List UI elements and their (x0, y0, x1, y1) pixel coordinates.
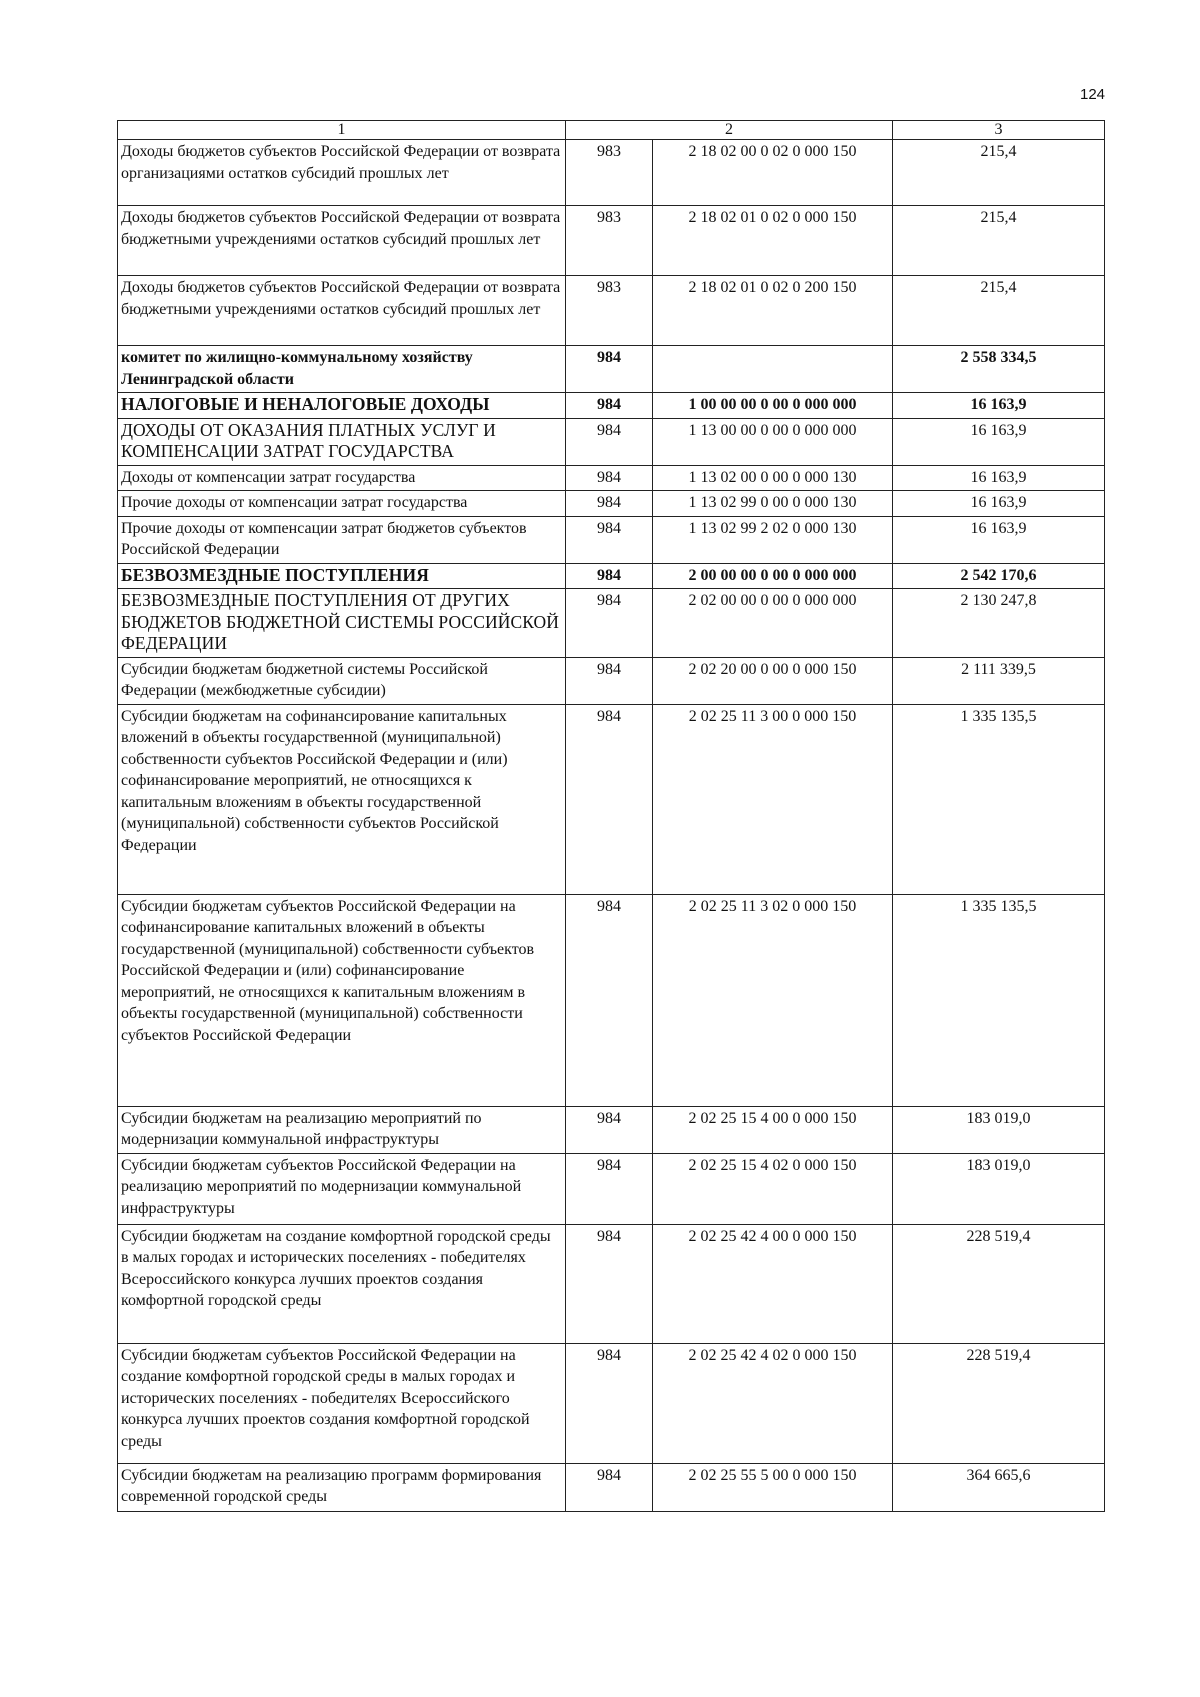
row-amount: 228 519,4 (893, 1224, 1105, 1343)
row-amount: 364 665,6 (893, 1463, 1105, 1511)
header-col-3: 3 (893, 121, 1105, 140)
row-admin-code: 984 (566, 563, 653, 589)
row-budget-code: 2 02 25 11 3 02 0 000 150 (653, 894, 893, 1106)
row-budget-code (653, 346, 893, 393)
row-name: Доходы бюджетов субъектов Российской Федерации от возврата бюджетными учреждениями остатков субсидий прошлых лет (118, 206, 566, 276)
row-admin-code: 984 (566, 704, 653, 894)
row-amount: 215,4 (893, 276, 1105, 346)
table-row (118, 1153, 1105, 1224)
row-admin-code: 984 (566, 346, 653, 393)
row-amount: 16 163,9 (893, 465, 1105, 491)
table-row (118, 418, 1105, 465)
row-budget-code: 2 02 00 00 0 00 0 000 000 (653, 589, 893, 658)
table-row (118, 1224, 1105, 1343)
row-amount: 183 019,0 (893, 1153, 1105, 1224)
row-admin-code: 984 (566, 1106, 653, 1153)
row-budget-code: 2 02 20 00 0 00 0 000 150 (653, 657, 893, 704)
row-budget-code: 2 02 25 15 4 00 0 000 150 (653, 1106, 893, 1153)
header-col-1: 1 (118, 121, 566, 140)
row-name: комитет по жилищно-коммунальному хозяйству Ленинградской области (118, 346, 566, 393)
row-budget-code: 2 02 25 42 4 02 0 000 150 (653, 1343, 893, 1463)
row-name: Субсидии бюджетам субъектов Российской Федерации на софинансирование капитальных вложений в объекты государственной (муниципальной) собственности субъектов Российской Федерации и (или) софинансирование мероприятий, не относящихся к капитальным вложениям в объекты государственной (муниципальной) собственности субъектов Российской Федерации (118, 894, 566, 1106)
row-budget-code: 1 13 00 00 0 00 0 000 000 (653, 418, 893, 465)
row-budget-code: 2 02 25 42 4 00 0 000 150 (653, 1224, 893, 1343)
row-admin-code: 983 (566, 140, 653, 206)
table-row (118, 704, 1105, 894)
row-name: Доходы бюджетов субъектов Российской Федерации от возврата организациями остатков субсидий прошлых лет (118, 140, 566, 206)
row-amount: 1 335 135,5 (893, 704, 1105, 894)
row-budget-code: 2 18 02 00 0 02 0 000 150 (653, 140, 893, 206)
table-row (118, 563, 1105, 589)
table-row (118, 589, 1105, 658)
row-name: Субсидии бюджетам субъектов Российской Федерации на создание комфортной городской среды в малых городах и исторических поселениях - победителях Всероссийского конкурса лучших проектов создания комфортной городской среды (118, 1343, 566, 1463)
table-row (118, 657, 1105, 704)
row-admin-code: 984 (566, 1343, 653, 1463)
row-amount: 215,4 (893, 140, 1105, 206)
row-name: Субсидии бюджетам на софинансирование капитальных вложений в объекты государственной (муниципальной) собственности субъектов Российской Федерации и (или) софинансирование мероприятий, не относящихся к капитальным вложениям в объекты государственной (муниципальной) собственности субъектов Российской Федерации (118, 704, 566, 894)
row-name: Прочие доходы от компенсации затрат бюджетов субъектов Российской Федерации (118, 516, 566, 563)
row-admin-code: 984 (566, 516, 653, 563)
table-row (118, 206, 1105, 276)
table-row (118, 140, 1105, 206)
row-amount: 16 163,9 (893, 491, 1105, 517)
row-budget-code: 2 02 25 11 3 00 0 000 150 (653, 704, 893, 894)
row-admin-code: 983 (566, 206, 653, 276)
row-admin-code: 984 (566, 589, 653, 658)
table-row (118, 276, 1105, 346)
row-amount: 16 163,9 (893, 516, 1105, 563)
table-row (118, 894, 1105, 1106)
row-budget-code: 1 13 02 00 0 00 0 000 130 (653, 465, 893, 491)
row-name: ДОХОДЫ ОТ ОКАЗАНИЯ ПЛАТНЫХ УСЛУГ И КОМПЕНСАЦИИ ЗАТРАТ ГОСУДАРСТВА (118, 418, 566, 465)
row-name: БЕЗВОЗМЕЗДНЫЕ ПОСТУПЛЕНИЯ ОТ ДРУГИХ БЮДЖЕТОВ БЮДЖЕТНОЙ СИСТЕМЫ РОССИЙСКОЙ ФЕДЕРАЦИИ (118, 589, 566, 658)
row-amount: 16 163,9 (893, 393, 1105, 419)
row-name: Субсидии бюджетам на создание комфортной городской среды в малых городах и исторических поселениях - победителях Всероссийского конкурса лучших проектов создания комфортной городской среды (118, 1224, 566, 1343)
table-row (118, 393, 1105, 419)
row-amount: 215,4 (893, 206, 1105, 276)
row-name: БЕЗВОЗМЕЗДНЫЕ ПОСТУПЛЕНИЯ (118, 563, 566, 589)
row-admin-code: 984 (566, 1153, 653, 1224)
row-amount: 2 542 170,6 (893, 563, 1105, 589)
row-admin-code: 984 (566, 894, 653, 1106)
row-name: Доходы от компенсации затрат государства (118, 465, 566, 491)
table-row (118, 1106, 1105, 1153)
table-header-row (118, 121, 1105, 140)
row-admin-code: 984 (566, 657, 653, 704)
row-budget-code: 1 00 00 00 0 00 0 000 000 (653, 393, 893, 419)
row-admin-code: 984 (566, 393, 653, 419)
row-budget-code: 2 02 25 55 5 00 0 000 150 (653, 1463, 893, 1511)
table-row (118, 1463, 1105, 1511)
row-amount: 183 019,0 (893, 1106, 1105, 1153)
row-name: Субсидии бюджетам бюджетной системы Российской Федерации (межбюджетные субсидии) (118, 657, 566, 704)
row-budget-code: 2 18 02 01 0 02 0 200 150 (653, 276, 893, 346)
row-admin-code: 984 (566, 491, 653, 517)
row-amount: 16 163,9 (893, 418, 1105, 465)
row-amount: 2 558 334,5 (893, 346, 1105, 393)
row-admin-code: 984 (566, 1463, 653, 1511)
row-budget-code: 2 18 02 01 0 02 0 000 150 (653, 206, 893, 276)
row-budget-code: 2 00 00 00 0 00 0 000 000 (653, 563, 893, 589)
header-col-2: 2 (566, 121, 893, 140)
row-name: Субсидии бюджетам на реализацию мероприятий по модернизации коммунальной инфраструктуры (118, 1106, 566, 1153)
row-admin-code: 984 (566, 418, 653, 465)
row-name: Субсидии бюджетам субъектов Российской Федерации на реализацию мероприятий по модернизации коммунальной инфраструктуры (118, 1153, 566, 1224)
row-amount: 228 519,4 (893, 1343, 1105, 1463)
row-budget-code: 1 13 02 99 0 00 0 000 130 (653, 491, 893, 517)
row-admin-code: 983 (566, 276, 653, 346)
row-budget-code: 1 13 02 99 2 02 0 000 130 (653, 516, 893, 563)
row-amount: 2 111 339,5 (893, 657, 1105, 704)
row-budget-code: 2 02 25 15 4 02 0 000 150 (653, 1153, 893, 1224)
row-name: Субсидии бюджетам на реализацию программ формирования современной городской среды (118, 1463, 566, 1511)
row-name: НАЛОГОВЫЕ И НЕНАЛОГОВЫЕ ДОХОДЫ (118, 393, 566, 419)
table-row (118, 465, 1105, 491)
row-amount: 1 335 135,5 (893, 894, 1105, 1106)
row-admin-code: 984 (566, 465, 653, 491)
row-amount: 2 130 247,8 (893, 589, 1105, 658)
table-row (118, 346, 1105, 393)
table-row (118, 491, 1105, 517)
table-row (118, 1343, 1105, 1463)
row-name: Доходы бюджетов субъектов Российской Федерации от возврата бюджетными учреждениями остатков субсидий прошлых лет (118, 276, 566, 346)
table-row (118, 516, 1105, 563)
row-admin-code: 984 (566, 1224, 653, 1343)
page-number: 124 (1080, 86, 1106, 103)
row-name: Прочие доходы от компенсации затрат государства (118, 491, 566, 517)
budget-revenue-table (117, 120, 1105, 1512)
